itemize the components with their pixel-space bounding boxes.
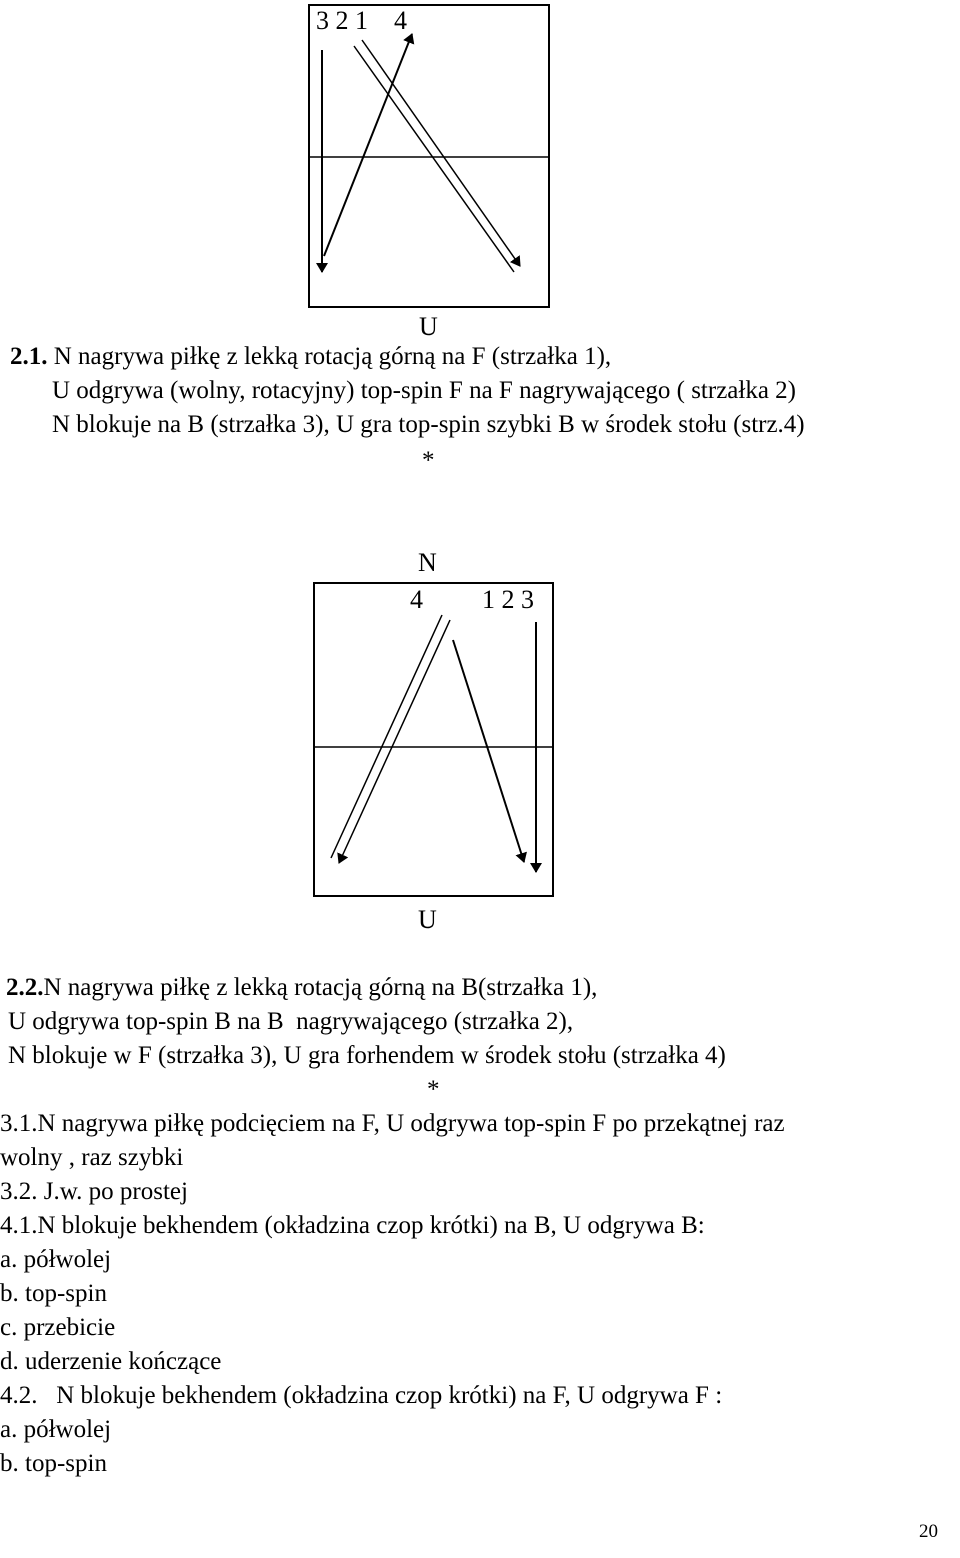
diagram-2-label-4: 4 [410, 585, 423, 614]
page-number: 20 [919, 1521, 938, 1542]
exercise-line: a. półwolej [0, 1416, 112, 1443]
arrow-2-a [331, 615, 442, 858]
section-2-1-line-2: U odgrywa (wolny, rotacyjny) top-spin F na F nagrywającego ( strzałka 2) [52, 377, 797, 404]
arrow-1 [453, 640, 524, 862]
section-2-2-separator: * [427, 1076, 440, 1103]
section-2-1-number: 2.1. [10, 343, 48, 370]
section-2-2-line-1: 2.2.N nagrywa piłkę z lekką rotacją górną na B(strzałka 1), [6, 974, 598, 1001]
section-2-1-line-3: N blokuje na B (strzałka 3), U gra top-spin szybki B w środek stołu (strz.4) [52, 411, 805, 438]
exercise-line: d. uderzenie kończące [0, 1348, 222, 1375]
diagram-1-top-label: 3 2 1 4 [316, 6, 407, 35]
exercise-line: b. top-spin [0, 1450, 107, 1477]
arrow-2-b [339, 620, 450, 863]
table-outline [314, 583, 553, 896]
diagram-2-player-top: N [418, 548, 437, 577]
exercise-line: 4.1.N blokuje bekhendem (okładzina czop krótki) na B, U odgrywa B: [0, 1212, 705, 1239]
exercise-line: 3.1.N nagrywa piłkę podcięciem na F, U odgrywa top-spin F po przekątnej raz [0, 1110, 785, 1137]
diagram-2-player-bottom: U [418, 905, 437, 934]
exercise-line: b. top-spin [0, 1280, 107, 1307]
section-2-1-line-1: 2.1. N nagrywa piłkę z lekką rotacją górną na F (strzałka 1), [10, 343, 612, 370]
section-2-1-separator: * [422, 447, 435, 474]
section-2-2-line-3: N blokuje w F (strzałka 3), U gra forhendem w środek stołu (strzałka 4) [8, 1042, 726, 1069]
exercise-line: c. przebicie [0, 1314, 116, 1341]
diagram-2-label-123: 1 2 3 [482, 585, 534, 614]
exercise-line: a. półwolej [0, 1246, 112, 1273]
exercise-line: wolny , raz szybki [0, 1144, 184, 1171]
exercise-line: 4.2. N blokuje bekhendem (okładzina czop krótki) na F, U odgrywa F : [0, 1382, 723, 1409]
exercise-line: 3.2. J.w. po prostej [0, 1178, 188, 1205]
section-2-2-number: 2.2. [6, 974, 44, 1001]
diagram-1-player-bottom: U [419, 312, 438, 341]
section-2-2-line-2: U odgrywa top-spin B na B nagrywającego (strzałka 2), [8, 1008, 574, 1035]
